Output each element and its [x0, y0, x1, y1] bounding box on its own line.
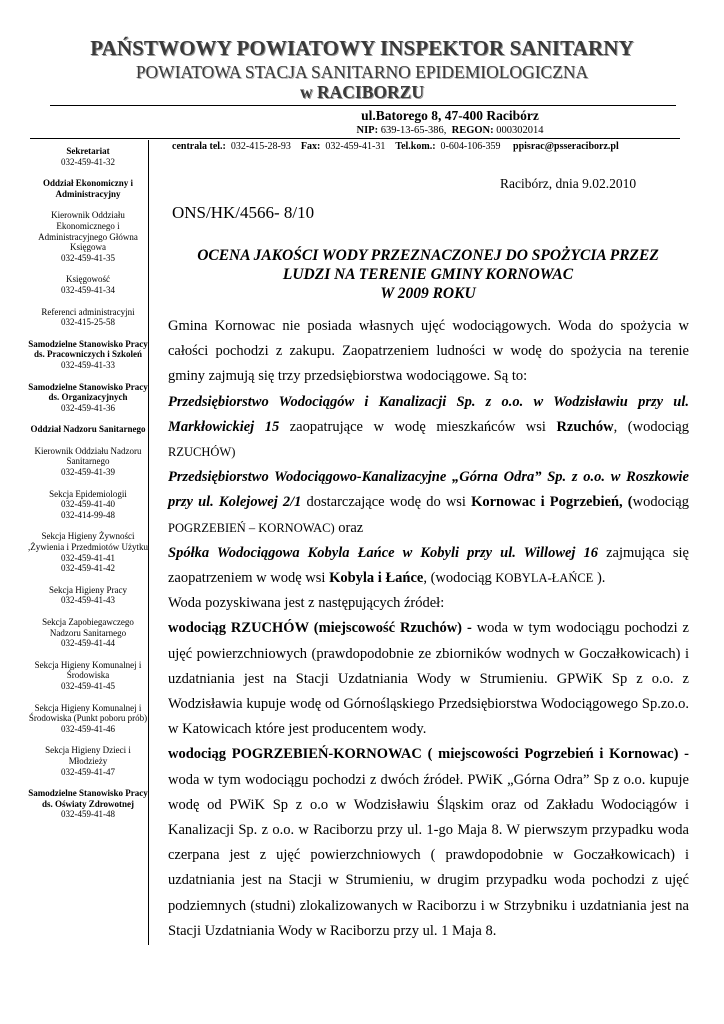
supplier-text: , (wodociąg	[613, 418, 689, 435]
institution-title: PAŃSTWOWY POWIATOWY INSPEKTOR SANITARNY	[90, 36, 634, 60]
department-entry	[26, 424, 150, 435]
system-name: POGRZEBIEŃ – KORNOWAC)	[168, 520, 335, 535]
department-entry	[26, 446, 150, 478]
department-phone: 032-459-41-47	[61, 766, 115, 777]
department-name: Sekcja Higieny Pracy	[49, 584, 127, 595]
phone-label: centrala tel.:	[172, 141, 226, 152]
department-entry	[26, 531, 150, 573]
mobile-value: 0-604-106-359	[440, 141, 501, 152]
department-name: Oddział Ekonomiczny i Administracyjny	[42, 178, 133, 199]
village-name: Kobyla i Łańce	[329, 570, 424, 587]
department-entry	[26, 660, 150, 692]
department-name: Sekcja Higieny Żywności ,Żywienia i Przedmiotów Użytku	[28, 531, 148, 553]
nip-label: NIP:	[356, 125, 379, 136]
department-phone: 032-459-41-42	[61, 563, 115, 574]
email-address[interactable]: ppisrac@psseraciborz.pl	[513, 141, 619, 152]
supplier-text: dostarczające wodę do wsi	[301, 494, 472, 511]
department-phone: 032-459-41-33	[61, 359, 115, 370]
department-phone: 032-459-41-34	[61, 284, 115, 295]
source-text: woda w tym wodociągu pochodzi z ujęć powierzchniowych (prawdopodobnie ze zbiorników wodnych w Goczałkowicach) i uzdatniania jest na Stacji Uzdatniania Wody w Strumieniu. GPWiK Sp z o.o. z Wodzisławia kupuje wodę od Górnośląskiego Przedsiębiorstwa Wodociągowego Sp.zo.o. w Katowicach które jest producentem wody.	[168, 620, 689, 738]
department-entry	[26, 489, 150, 521]
address: ul.Batorego 8, 47-400 Racibórz	[361, 108, 539, 123]
supplier-text: , (wodociąg	[423, 570, 496, 587]
department-entry	[26, 585, 150, 606]
department-name: Sekretariat	[66, 146, 110, 156]
department-phone: 032-459-41-35	[61, 252, 115, 263]
source-heading: wodociąg POGRZEBIEŃ-KORNOWAC ( miejscowości Pogrzebień i Kornowac) -	[168, 746, 689, 763]
reference-number: ONS/HK/4566- 8/10	[172, 203, 315, 222]
department-entry	[26, 382, 150, 414]
department-name: Sekcja Higieny Dzieci i Młodzieży	[45, 745, 131, 766]
source-paragraph-rzuchow	[168, 616, 689, 742]
source-text: woda w tym wodociągu pochodzi z dwóch źródeł. PWiK „Górna Odra” Sp z o.o. kupuje wodę od PWiK Sp z o.o w Wodzisławiu Śląskim oraz od Zakładu Wodociągów i Kanalizacji Sp. z o.o. w Raciborzu przy ul. 1-go Maja 8. W pierwszym przypadku woda czerpana jest z ujęć powierzchniowych ( prawdopodobnie w Goczałkowicach) i uzdatniania jest na Stacji w Strumieniu, w drugim przypadku woda pochodzi z ujęć podziemnych (studni) zlokalizowanych w Raciborzu i w Strzybniku i uzdatniania jest na Stacji Uzdatniania Wody w Raciborzu przy ul. 1 Maja 8.	[168, 771, 689, 939]
department-entry	[26, 339, 150, 371]
department-phone: 032-459-41-40	[61, 499, 115, 510]
department-name: Kierownik Oddziału Nadzoru Sanitarnego	[34, 445, 142, 467]
department-name: Samodzielne Stanowisko Pracy ds. Organizacyjnych	[28, 381, 148, 403]
department-name: Sekcja Epidemiologii	[49, 488, 127, 499]
document-title	[168, 246, 688, 303]
department-phone: 032-414-99-48	[61, 509, 115, 520]
department-name: Księgowość	[66, 274, 110, 285]
supplier-name: Spółka Wodociągowa Kobyla Łańce w Kobyli przy ul. Willowej 16	[168, 544, 599, 561]
department-name: Sekcja Zapobiegawczego Nadzoru Sanitarnego	[42, 617, 134, 638]
department-entry	[26, 274, 150, 295]
department-phone: 032-459-41-43	[61, 595, 115, 606]
fax-value: 032-459-41-31	[325, 141, 386, 152]
supplier-paragraph-gorna-odra	[168, 465, 689, 541]
supplier-paragraph-rzuchow	[168, 390, 689, 466]
department-phone: 032-459-41-45	[61, 680, 115, 691]
department-name: Referenci administracyjni	[41, 306, 135, 317]
supplier-text: zajmująca się zaopatrzeniem w wodę wsi	[168, 544, 689, 587]
department-name: Samodzielne Stanowisko Pracy ds. Oświaty Zdrowotnej	[28, 788, 148, 809]
department-phone: 032-415-25-58	[61, 317, 115, 328]
source-paragraph-pogrzebien	[168, 742, 689, 944]
source-heading: wodociąg RZUCHÓW (miejscowość Rzuchów) -	[168, 620, 472, 637]
letter-date: Racibórz, dnia 9.02.2010	[500, 176, 637, 191]
supplier-paragraph-kobyla	[168, 541, 689, 591]
department-phone: 032-459-41-32	[61, 156, 115, 167]
department-entry	[26, 210, 150, 263]
regon-value: 000302014	[496, 125, 544, 136]
department-phone: 032-459-41-41	[61, 552, 115, 563]
department-phone: 032-459-41-36	[61, 402, 115, 413]
institution-subtitle: POWIATOWA STACJA SANITARNO EPIDEMIOLOGICZNA	[135, 62, 589, 82]
supplier-text: ).	[593, 570, 606, 587]
system-name: KOBYLA-ŁAŃCE	[495, 571, 594, 586]
department-entry	[26, 178, 150, 199]
contact-line	[172, 141, 619, 152]
department-name: Sekcja Higieny Komunalnej i Środowiska	[34, 659, 142, 681]
mobile-label: Tel.kom.:	[395, 141, 436, 152]
department-entry	[26, 703, 150, 735]
department-name: Samodzielne Stanowisko Pracy ds. Pracowniczych i Szkoleń	[28, 338, 148, 360]
department-phone: 032-459-41-44	[61, 638, 115, 649]
institution-city: w RACIBORZU	[300, 82, 424, 102]
department-entry	[26, 788, 150, 820]
department-phone: 032-459-41-46	[61, 723, 115, 734]
title-line: W 2009 ROKU	[380, 285, 476, 302]
title-line: LUDZI NA TERENIE GMINY KORNOWAC	[282, 266, 574, 283]
department-entry	[26, 617, 150, 649]
department-name: Sekcja Higieny Komunalnej i Środowiska (Punkt poboru prób)	[28, 702, 148, 724]
title-line: OCENA JAKOŚCI WODY PRZEZNACZONEJ DO SPOŻYCIA PRZEZ	[197, 247, 659, 264]
system-name: RZUCHÓW)	[168, 445, 236, 460]
supplier-text: oraz	[334, 519, 364, 536]
department-phone: 032-459-41-48	[61, 809, 115, 820]
department-entry	[26, 307, 150, 328]
sources-intro: Woda pozyskiwana jest z następujących źródeł:	[168, 595, 445, 612]
phone-value: 032-415-28-93	[230, 141, 291, 152]
department-directory	[26, 146, 150, 831]
supplier-name: Przedsiębiorstwo Wodociągów i Kanalizacji Sp. z o.o. w Wodzisławiu przy ul. Markłowickiej 15	[168, 393, 689, 435]
department-name: Oddział Nadzoru Sanitarnego	[30, 424, 146, 435]
village-name: Kornowac i Pogrzebień, (	[471, 494, 633, 511]
fax-label: Fax:	[300, 141, 321, 152]
department-phone: 032-459-41-39	[61, 467, 115, 478]
contact-divider	[30, 138, 680, 139]
department-entry	[26, 146, 150, 167]
department-entry	[26, 745, 150, 777]
intro-paragraph: Gmina Kornowac nie posiada własnych ujęć wodociągowych. Woda do spożycia w całości pochodzi z zakupu. Zaopatrzeniem ludności w wodę do spożycia na terenie gminy zajmują się trzy przedsiębiorstwa wodociągowe. Są to:	[168, 318, 689, 385]
regon-label: REGON:	[451, 125, 494, 136]
village-name: Rzuchów	[556, 418, 614, 435]
supplier-name: Przedsiębiorstwo Wodociągowo-Kanalizacyjne „Górna Odra” Sp. z o.o. w Roszkowie przy ul. Kolejowej 2/1	[168, 469, 689, 511]
supplier-text: zaopatrujące w wodę mieszkańców wsi	[279, 418, 557, 435]
header-divider	[50, 105, 676, 106]
supplier-text: wodociąg	[632, 494, 689, 511]
tax-ids	[140, 125, 724, 136]
letter-body	[168, 314, 689, 944]
nip-value: 639-13-65-386,	[380, 125, 447, 136]
department-name: Kierownik Oddziału Ekonomicznego i Administracyjnego Główna Księgowa	[38, 210, 138, 253]
